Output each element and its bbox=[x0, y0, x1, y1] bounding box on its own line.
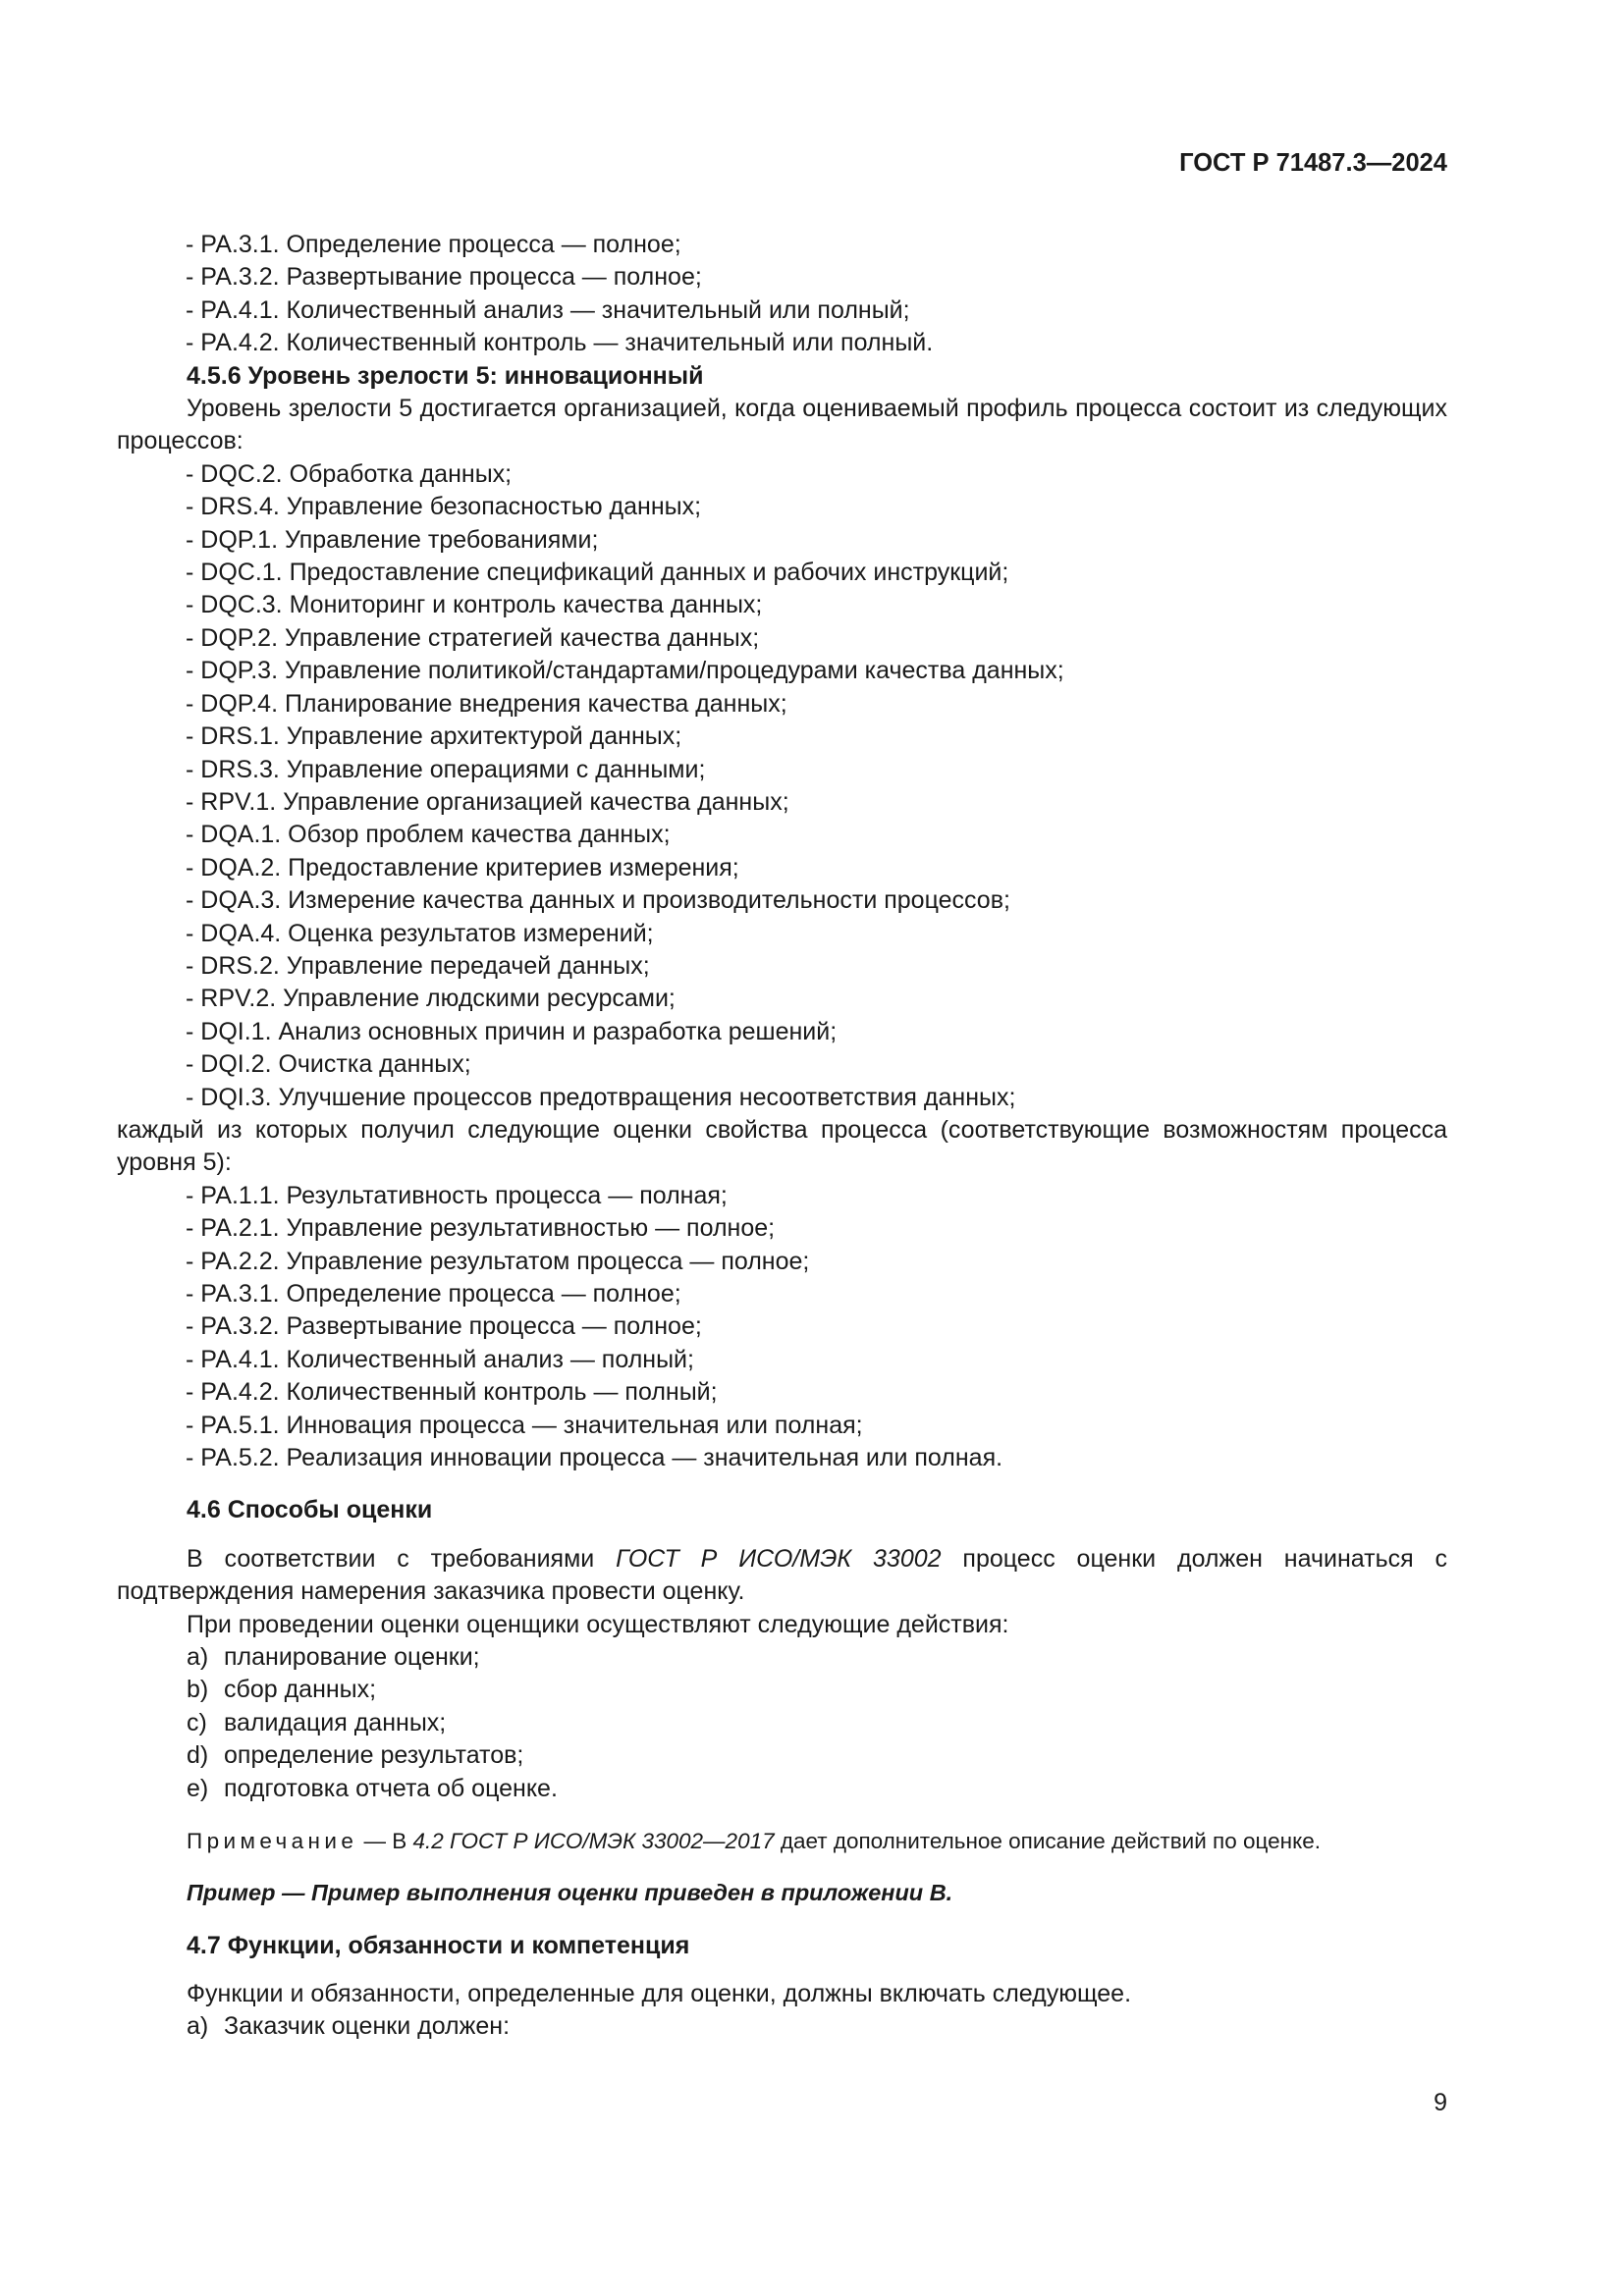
list-item: - DQC.2. Обработка данных; bbox=[186, 459, 513, 488]
list-marker: d) bbox=[187, 1741, 209, 1770]
list-item: - РА.1.1. Результативность процесса — полная; bbox=[186, 1181, 728, 1209]
list-item: - РА.3.2. Развертывание процесса — полное; bbox=[186, 1312, 702, 1341]
list-item-text: определение результатов; bbox=[224, 1741, 524, 1770]
list-item: - DQI.3. Улучшение процессов предотвращения несоответствия данных; bbox=[186, 1083, 1016, 1111]
paragraph-text: процесс оценки должен начинаться с подтверждения намерения заказчика провести оценку. bbox=[117, 1544, 1447, 1606]
pa-rating-list bbox=[117, 1180, 1447, 1475]
list-item: - DQC.1. Предоставление спецификаций данных и рабочих инструкций; bbox=[186, 559, 1009, 587]
list-item-text: Заказчик оценки должен: bbox=[224, 2012, 511, 2041]
list-item: - RPV.1. Управление организацией качества данных; bbox=[186, 787, 789, 816]
list-item: - DRS.4. Управление безопасностью данных; bbox=[186, 493, 702, 521]
list-item: - РА.3.1. Определение процесса — полное; bbox=[186, 231, 681, 258]
section-heading-4-6: 4.6 Способы оценки bbox=[187, 1496, 433, 1524]
section-intro-paragraph: Уровень зрелости 5 достигается организацией, когда оцениваемый профиль процесса состоит из следующих процессов: bbox=[117, 395, 1447, 455]
list-item: - РА.5.1. Инновация процесса — значительная или полная; bbox=[186, 1411, 863, 1439]
list-marker: a) bbox=[187, 1643, 209, 1672]
list-item: - DQP.1. Управление требованиями; bbox=[186, 525, 599, 554]
list-item: - РА.4.1. Количественный анализ — полный; bbox=[186, 1345, 694, 1373]
functions-paragraph: Функции и обязанности, определенные для оценки, должны включать следующее. bbox=[187, 1979, 1132, 2007]
list-marker: e) bbox=[187, 1774, 209, 1802]
note-text: — В bbox=[357, 1829, 413, 1854]
process-list bbox=[117, 458, 1447, 1114]
list-marker: b) bbox=[187, 1676, 209, 1704]
list-marker: a) bbox=[187, 2012, 209, 2041]
assessment-start-paragraph bbox=[117, 1543, 1447, 1609]
list-item: - РА.4.2. Количественный контроль — значительный или полный. bbox=[186, 329, 934, 357]
list-marker: c) bbox=[187, 1708, 207, 1736]
list-item: - DQI.1. Анализ основных причин и разработка решений; bbox=[186, 1017, 838, 1045]
paragraph-text: В соответствии с требованиями bbox=[187, 1544, 617, 1573]
page-number: 9 bbox=[1434, 2089, 1447, 2116]
assessment-actions-list bbox=[117, 1641, 1447, 1805]
standard-reference: ГОСТ Р ИСО/МЭК 33002 bbox=[616, 1544, 942, 1573]
pa-list-level4 bbox=[117, 229, 1447, 360]
note-paragraph bbox=[117, 1825, 1447, 1857]
list-item: - DQI.2. Очистка данных; bbox=[186, 1050, 471, 1079]
list-item: - DQA.3. Измерение качества данных и производительности процессов; bbox=[186, 886, 1010, 915]
list-item: - RPV.2. Управление людскими ресурсами; bbox=[186, 985, 676, 1013]
list-item-text: подготовка отчета об оценке. bbox=[224, 1774, 558, 1802]
list-item: - РА.2.2. Управление результатом процесса — полное; bbox=[186, 1247, 810, 1275]
note-label: Примечание bbox=[187, 1829, 358, 1854]
example-paragraph: Пример — Пример выполнения оценки приведен в приложении В. bbox=[187, 1880, 953, 1906]
ratings-intro-paragraph: каждый из которых получил следующие оценки свойства процесса (соответствующие возможностям процесса уровня 5): bbox=[117, 1115, 1447, 1177]
note-text: дает дополнительное описание действий по оценке. bbox=[774, 1829, 1321, 1854]
list-item: - РА.3.2. Развертывание процесса — полное; bbox=[186, 263, 702, 292]
document-code-header: ГОСТ Р 71487.3—2024 bbox=[1179, 149, 1447, 177]
list-item: - DRS.3. Управление операциями с данными; bbox=[186, 755, 706, 783]
list-item-text: сбор данных; bbox=[224, 1676, 377, 1704]
list-item bbox=[117, 1674, 1447, 1706]
list-item: - РА.5.2. Реализация инновации процесса — значительная или полная. bbox=[186, 1444, 1003, 1472]
list-item: - DQA.4. Оценка результатов измерений; bbox=[186, 919, 654, 947]
list-item-text: планирование оценки; bbox=[224, 1643, 480, 1672]
list-item: - РА.4.1. Количественный анализ — значительный или полный; bbox=[186, 295, 910, 324]
list-item bbox=[117, 1707, 1447, 1739]
list-item: - РА.3.1. Определение процесса — полное; bbox=[186, 1280, 681, 1308]
standard-reference: 4.2 ГОСТ Р ИСО/МЭК 33002—2017 bbox=[412, 1829, 775, 1854]
list-item: - DQP.2. Управление стратегией качества данных; bbox=[186, 623, 760, 652]
list-item bbox=[117, 2010, 1447, 2043]
list-item: - DQC.3. Мониторинг и контроль качества данных; bbox=[186, 591, 763, 619]
list-item bbox=[117, 1641, 1447, 1674]
list-item: - DRS.2. Управление передачей данных; bbox=[186, 951, 650, 980]
list-item bbox=[117, 1773, 1447, 1805]
list-item: - РА.2.1. Управление результативностью — полное; bbox=[186, 1214, 776, 1243]
page-body bbox=[117, 229, 1447, 2044]
list-item: - DQA.2. Предоставление критериев измерения; bbox=[186, 853, 739, 881]
list-item: - DRS.1. Управление архитектурой данных; bbox=[186, 722, 682, 751]
list-item bbox=[117, 1739, 1447, 1772]
list-item: - DQP.3. Управление политикой/стандартами/процедурами качества данных; bbox=[186, 657, 1064, 685]
section-heading-4-5-6: 4.5.6 Уровень зрелости 5: инновационный bbox=[187, 361, 704, 390]
list-item: - DQA.1. Обзор проблем качества данных; bbox=[186, 821, 671, 849]
list-item-text: валидация данных; bbox=[224, 1708, 447, 1736]
actions-intro-paragraph: При проведении оценки оценщики осуществляют следующие действия: bbox=[187, 1610, 1009, 1638]
list-item: - DQP.4. Планирование внедрения качества данных; bbox=[186, 689, 787, 718]
section-heading-4-7: 4.7 Функции, обязанности и компетенция bbox=[187, 1931, 690, 1959]
list-item: - РА.4.2. Количественный контроль — полный; bbox=[186, 1378, 718, 1407]
